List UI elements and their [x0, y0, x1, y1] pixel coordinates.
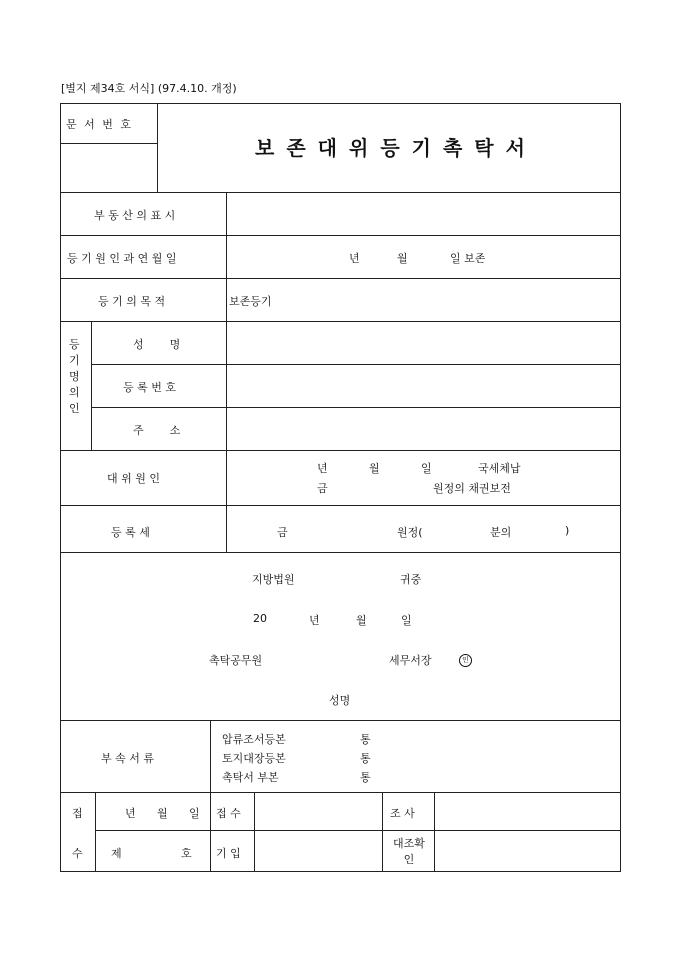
receipt-divider: [254, 792, 255, 871]
receipt-label: 접 수: [216, 807, 241, 820]
row-line: [60, 321, 621, 322]
receipt-field[interactable]: [256, 794, 381, 829]
reg-no-label: 등 록 번 호: [123, 381, 176, 394]
title-divider: [157, 103, 158, 192]
receipt-year: 년: [125, 807, 136, 820]
docno-divider: [60, 143, 157, 144]
holder-group-label: 등 기 명 의 인: [69, 338, 80, 415]
row-line: [91, 407, 621, 408]
row-line: [60, 278, 621, 279]
receipt-left-bottom: 수: [72, 847, 83, 860]
row-line: [60, 720, 621, 721]
form-title: 보 존 대 위 등 기 촉 탁 서: [255, 136, 527, 160]
sub-month: 월: [369, 462, 380, 475]
row-line: [60, 192, 621, 193]
compare-field[interactable]: [436, 832, 619, 870]
cause-label: 등 기 원 인 과 연 월 일: [67, 252, 177, 265]
receipt-day: 일: [189, 807, 200, 820]
receipt-divider: [95, 792, 96, 871]
reg-no-field[interactable]: [228, 366, 618, 406]
attachment-unit: 통: [360, 752, 371, 765]
issue-date-century: 20: [253, 612, 267, 625]
attachment-item: 촉탁서 부본: [222, 771, 279, 784]
subrogation-label: 대 위 원 인: [107, 472, 160, 485]
doc-number-field[interactable]: [62, 147, 155, 190]
row-line: [95, 830, 621, 831]
label-divider: [226, 192, 227, 552]
name-field[interactable]: [228, 323, 618, 363]
entry-label: 기 입: [216, 847, 241, 860]
frame-bottom: [60, 871, 621, 872]
sub-reason: 국세체납: [478, 462, 521, 475]
seal-icon: 인: [459, 652, 472, 667]
address-field[interactable]: [228, 409, 618, 449]
attachment-unit: 통: [360, 771, 371, 784]
row-line: [60, 792, 621, 793]
tax-prefix: 금: [277, 526, 288, 539]
purpose-label: 등 기 의 목 적: [98, 295, 166, 308]
signer-name-label: 성명: [329, 694, 351, 707]
court-name: 지방법원: [252, 573, 295, 586]
cause-month: 월: [397, 252, 408, 265]
frame-left: [60, 103, 61, 872]
attach-divider: [210, 720, 211, 792]
receipt-divider: [210, 792, 211, 871]
tax-office-head: 세무서장: [389, 654, 432, 667]
receipt-divider: [434, 792, 435, 871]
frame-top: [60, 103, 621, 104]
form-header: [별지 제34호 서식] (97.4.10. 개정): [61, 82, 237, 95]
row-line: [60, 505, 621, 506]
attachment-item: 압류조서등본: [222, 733, 286, 746]
attachment-unit: 통: [360, 733, 371, 746]
tax-won: 원정(: [397, 526, 423, 539]
commission-officer: 촉탁공무원: [209, 654, 263, 667]
property-field[interactable]: [228, 194, 618, 234]
tax-fraction: 분의: [490, 526, 512, 539]
check-field[interactable]: [436, 794, 619, 829]
tax-label: 등 록 세: [111, 526, 150, 539]
check-label: 조 사: [390, 807, 415, 820]
compare-label: 대조확 인: [393, 837, 425, 866]
receipt-left-top: 접: [72, 807, 83, 820]
row-line: [91, 364, 621, 365]
address-label: 주 소: [133, 424, 181, 437]
issue-date-month: 월: [356, 614, 367, 627]
purpose-value: 보존등기: [229, 295, 272, 308]
tax-close: ): [565, 524, 570, 537]
holder-divider: [91, 321, 92, 450]
receipt-month: 월: [157, 807, 168, 820]
receipt-no-prefix: 제: [111, 847, 122, 860]
property-label: 부 동 산 의 표 시: [94, 209, 176, 222]
receipt-divider: [382, 792, 383, 871]
sub-year: 년: [317, 462, 328, 475]
row-line: [60, 450, 621, 451]
issue-date-day: 일: [401, 614, 412, 627]
attachments-label: 부 속 서 류: [101, 752, 154, 765]
issue-date-year: 년: [309, 614, 320, 627]
entry-field[interactable]: [256, 832, 381, 870]
frame-right: [620, 103, 621, 872]
row-line: [60, 552, 621, 553]
sub-amount-suffix: 원정의 채권보전: [433, 482, 511, 495]
addressee: 귀중: [400, 573, 422, 586]
cause-year: 년: [349, 252, 360, 265]
receipt-no-suffix: 호: [181, 847, 192, 860]
row-line: [60, 235, 621, 236]
attachment-item: 토지대장등본: [222, 752, 286, 765]
doc-number-label: 문 서 번 호: [66, 118, 133, 131]
sub-day: 일: [421, 462, 432, 475]
sub-amount-prefix: 금: [317, 482, 328, 495]
cause-day: 일 보존: [450, 252, 486, 265]
name-label: 성 명: [133, 338, 181, 351]
